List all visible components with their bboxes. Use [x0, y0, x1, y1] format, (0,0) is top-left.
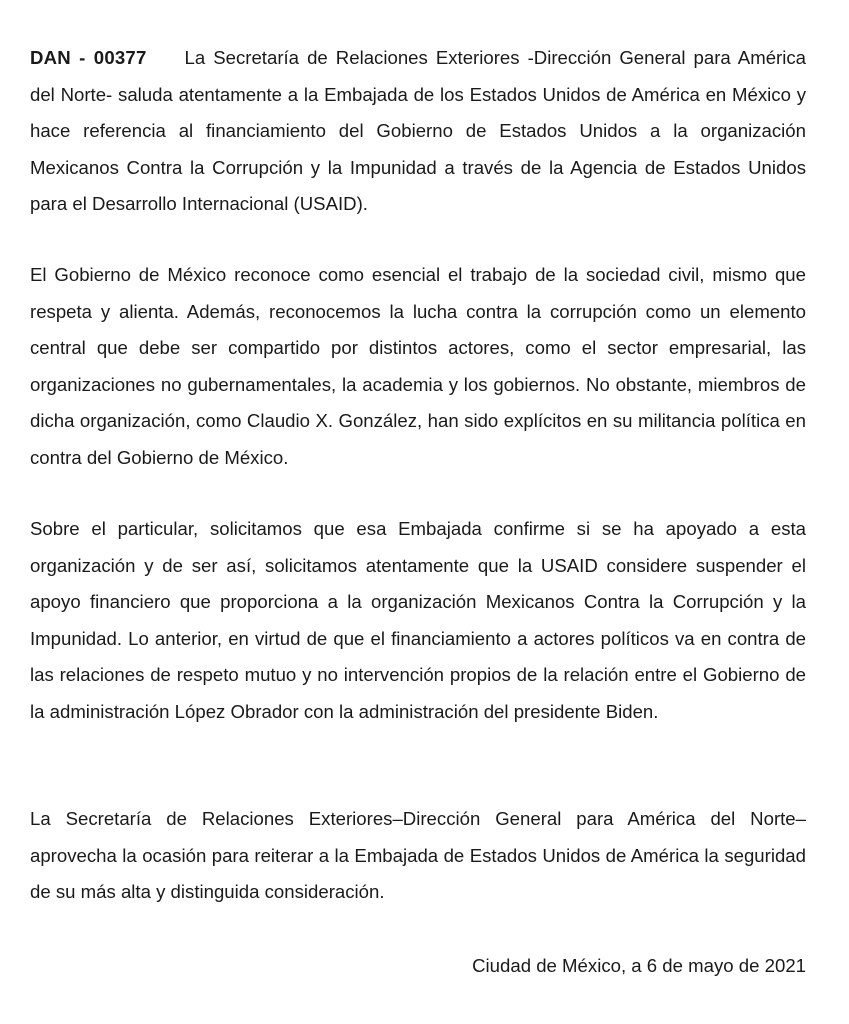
- paragraph-request: Sobre el particular, solicitamos que esa Embajada confirme si se ha apoyado a esta organización y de ser así, solicitamos atentamente que la USAID considere suspender el apoyo financiero que proporciona a la organización Mexicanos Contra la Corrupción y la Impunidad. Lo anterior, en virtud de que el financiamiento a actores políticos va en contra de las relaciones de respeto mutuo y no intervención propios de la relación entre el Gobierno de la administración López Obrador con la administración del presidente Biden.: [30, 518, 806, 722]
- paragraph-intro: [30, 40, 806, 223]
- dateline: Ciudad de México, a 6 de mayo de 2021: [472, 955, 806, 976]
- paragraph-closing: La Secretaría de Relaciones Exteriores–Dirección General para América del Norte– aprovecha la ocasión para reiterar a la Embajada de Estados Unidos de América la seguridad de su más alta y distinguida consideración.: [30, 808, 806, 902]
- paragraph-civil-society: El Gobierno de México reconoce como esencial el trabajo de la sociedad civil, mismo que respeta y alienta. Además, reconocemos la lucha contra la corrupción como un elemento central que debe ser compartido por distintos actores, como el sector empresarial, las organizaciones no gubernamentales, la academia y los gobiernos. No obstante, miembros de dicha organización, como Claudio X. González, han sido explícitos en su militancia política en contra del Gobierno de México.: [30, 264, 806, 468]
- paragraph-intro-text: La Secretaría de Relaciones Exteriores -Dirección General para América del Norte- saluda atentamente a la Embajada de los Estados Unidos de América en México y hace referencia al financiamiento del Gobierno de Estados Unidos a la organización Mexicanos Contra la Corrupción y la Impunidad a través de la Agencia de Estados Unidos para el Desarrollo Internacional (USAID).: [30, 47, 806, 214]
- diplomatic-note: [30, 0, 806, 1024]
- reference-number: DAN - 00377: [30, 47, 147, 68]
